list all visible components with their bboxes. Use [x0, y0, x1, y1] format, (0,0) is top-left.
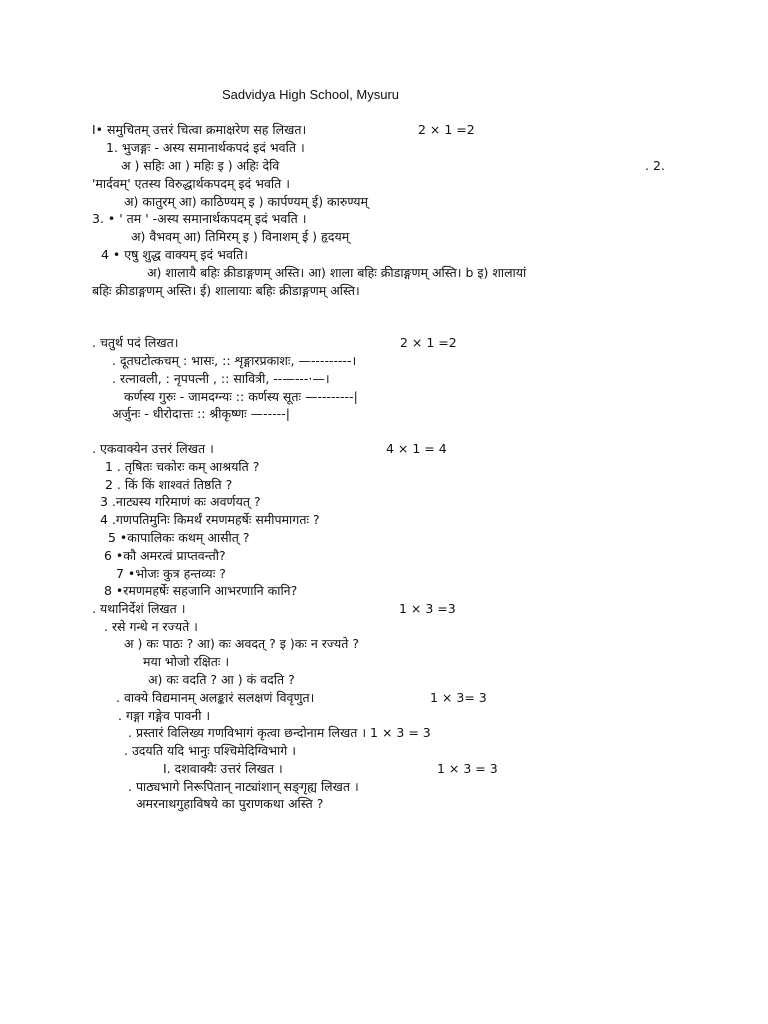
question-3-options: अ) वैभवम् आ) तिमिरम् इ ) विनाशम् ई ) हृदयम्	[131, 229, 350, 244]
analogy-row-1: . दूतघटोत्कचम् : भासः, :: शृङ्गारप्रकाशः, —---------।	[112, 353, 357, 368]
section-2-marks: 2 × 1 =2	[400, 335, 457, 350]
question-4: 4 • एषु शुद्ध वाक्यम् इदं भवति।	[101, 247, 249, 262]
directed-line-2: अ ) कः पाठः ? आ) कः अवदत् ? इ )कः न रज्यते ?	[124, 636, 359, 651]
directed-line-10: . पाठ्यभागे निरूपितान् नाट्यांशान् सङ्गृह्य लिखत ।	[128, 779, 359, 794]
question-1: 1. भुजङ्गः - अस्य समानार्थकपदं इदं भवति ।	[106, 140, 305, 155]
question-3: 3. • ' तम ' -अस्य समानार्थकपदम् इदं भवति ।	[92, 211, 307, 226]
directed-line-11: अमरनाथगुहाविषये का पुराणकथा अस्ति ?	[136, 796, 324, 811]
question-2-number: . 2.	[645, 158, 665, 173]
section-4-marks: 1 × 3 =3	[399, 601, 456, 616]
section-1-marks: 2 × 1 =2	[418, 122, 475, 137]
analogy-row-3: कर्णस्य गुरुः - जामदग्न्यः :: कर्णस्य सूतः —--------|	[124, 389, 358, 404]
section-3-heading: . एकवाक्येन उत्तरं लिखत ।	[92, 441, 214, 456]
directed-line-8: . उदयति यदि भानुः पश्चिमेदिग्विभागे ।	[124, 743, 296, 758]
short-question-6: 6 •कौ अमरत्वं प्राप्तवन्तौ?	[104, 548, 226, 563]
short-question-8: 8 •रमणमहर्षेः सहजानि आभरणानि कानि?	[104, 583, 298, 598]
question-1-options: अ ) सहिः आ ) महिः इ ) अहिः देवि	[121, 158, 280, 173]
short-question-3: 3 .नाट्यस्य गरिमाणं कः अवर्णयत् ?	[100, 494, 261, 509]
school-title: Sadvidya High School, Mysuru	[222, 87, 400, 102]
section-2-heading: . चतुर्थ पदं लिखत।	[92, 335, 179, 350]
figure-of-speech-marks: 1 × 3= 3	[430, 690, 487, 705]
question-4-options-line-2: बहिः क्रीडाङ्गणम् अस्ति। ई) शालायाः बहिः क्रीडाङ्गणम् अस्ति।	[92, 283, 360, 298]
short-question-1: 1 . तृषितः चकोरः कम् आश्रयति ?	[105, 459, 260, 474]
ten-sentence-marks: 1 × 3 = 3	[437, 761, 498, 776]
short-question-4: 4 .गणपतिमुनिः किमर्थं रमणमहर्षेः समीपमागतः ?	[100, 512, 320, 527]
ten-sentence-heading: I. दशवाक्यैः उत्तरं लिखत ।	[163, 761, 283, 776]
directed-line-6: . गङ्गा गङ्गेव पावनी ।	[118, 708, 211, 723]
analogy-row-4: अर्जुनः - धीरोदात्तः :: श्रीकृष्णः —-----|	[112, 406, 290, 421]
meter-heading: . प्रस्तारं विलिख्य गणविभागं कृत्वा छन्दोनाम लिखत । 1 × 3 = 3	[128, 725, 431, 740]
directed-line-3: मया भोजो रक्षितः ।	[143, 654, 230, 669]
figure-of-speech-heading: . वाक्ये विद्यमानम् अलङ्कारं सलक्षणं विवृणुत।	[116, 690, 315, 705]
short-question-7: 7 •भोजः कुत्र हन्तव्यः ?	[116, 566, 226, 581]
section-3-marks: 4 × 1 = 4	[386, 441, 447, 456]
short-question-5: 5 •कापालिकः कथम् आसीत् ?	[108, 530, 250, 545]
question-4-options-line-1: अ) शालायै बहिः क्रीडाङ्गणम् अस्ति। आ) शाला बहिः क्रीडाङ्गणम् अस्ति। b इ) शालायां	[147, 265, 527, 280]
question-2: 'मार्दवम्' एतस्य विरुद्धार्थकपदम् इदं भवति ।	[92, 176, 290, 191]
directed-line-4: अ) कः वदति ? आ ) कं वदति ?	[148, 672, 295, 687]
short-question-2: 2 . किं किं शाश्वतं तिष्ठति ?	[105, 477, 233, 492]
directed-line-1: . रसे गन्धे न रज्यते ।	[104, 619, 198, 634]
analogy-row-2: . रत्नावली, : नृपपत्नी , :: सावित्री, --—---·—।	[112, 371, 330, 386]
section-4-heading: . यथानिर्देशं लिखत ।	[92, 601, 186, 616]
section-1-heading: I• समुचितम् उत्तरं चित्वा क्रमाक्षरेण सह लिखत।	[92, 122, 307, 137]
question-2-options: अ) कातुरम् आ) काठिण्यम् इ ) कार्पण्यम् ई) कारुण्यम्	[124, 194, 369, 209]
